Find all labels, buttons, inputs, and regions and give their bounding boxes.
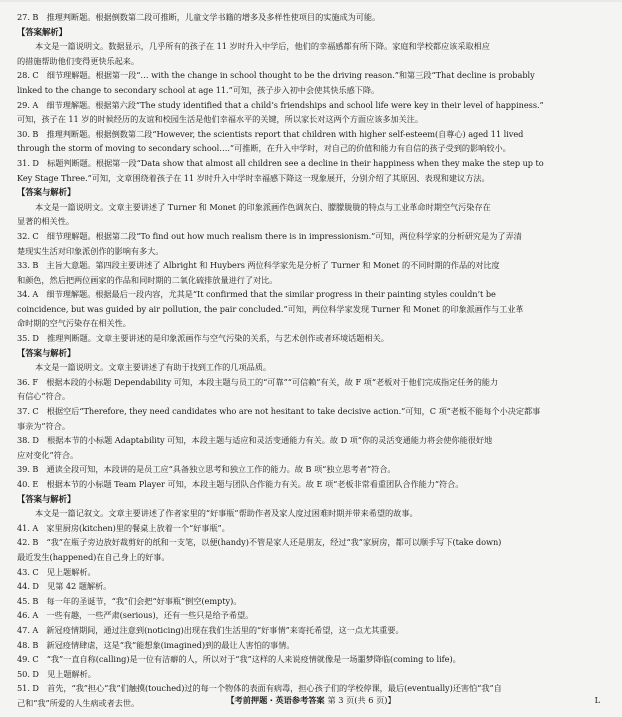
text-line: 35. D 推理判断题。文章主要讲述的是印象派画作与空气污染的关系，与艺术创作或者环境话题相关。 xyxy=(17,333,389,344)
text-line: 28. C 细节理解题。根据第一段“… with the change in school thought to be the driving reason.”和第三段“That decline is probably xyxy=(17,70,535,81)
text-line: 30. B 推理判断题。根据倒数第二段“However, the scientists report that children with higher self-esteem(自尊心) aged 11 lived xyxy=(17,128,524,139)
text-line: 己和“我”所爱的人生病或者去世。 xyxy=(17,697,140,708)
text-line: 29. A 细节理解题。根据第六段“The study identified that a child’s friendships and school life were key in their level of happiness.” xyxy=(17,99,544,110)
text-line: 32. C 细节理解题。根据第二段“To find out how much realism there is in impressionism.”可知，两位科学家的分析研究是为了弄清 xyxy=(17,230,522,241)
text-line: 46. A 一些有趣，一些严肃(serious)，还有一些只是给予希望。 xyxy=(17,610,254,621)
text-line: 39. B 通读全段可知，本段讲的是员工应“具备独立思考和独立工作的能力。故 B 项“独立思考者”符合。 xyxy=(17,464,396,475)
text-line: 本文是一篇说明文。数据显示，几乎所有的孩子在 11 岁时升入中学后，他们的幸福感都有所下降。家庭和学校都应该采取相应 xyxy=(35,41,490,52)
footer-corner-mark: L xyxy=(594,695,600,705)
text-line: through the storm of moving to secondary school….”可推断，在升入中学时，对自己的价值和能力有自信的孩子受到的影响较小。 xyxy=(17,143,511,154)
text-line: 47. A 新冠疫情期间，通过注意到(noticing)出现在我们生活里的“好事情”来寄托希望，这一点尤其重要。 xyxy=(17,624,404,635)
text-line: 49. C “我”一直自称(calling)是一位有洁癖的人，所以对于“我”这样的人来说疫情就像是一场噩梦降临(coming to life)。 xyxy=(17,654,461,665)
text-line: 楚现实生活对印象派创作的影响有多大。 xyxy=(17,245,164,256)
text-line: 本文是一篇说明文。文章主要讲述了有助于找到工作的几项品质。 xyxy=(35,362,271,373)
text-line: coincidence, but was guided by air pollution, the pair concluded.”可知，两位科学家发现 Turner 和 Monet 的印象派画作与工业革 xyxy=(17,303,524,314)
text-line: 43. C 见上题解析。 xyxy=(17,566,96,577)
text-line: 33. B 主旨大意题。第四段主要讲述了 Albright 和 Huybers 两位科学家先是分析了 Turner 和 Monet 的不同时期的作品的对比度 xyxy=(17,260,500,271)
section-heading: 【答案与解析】 xyxy=(17,347,76,358)
section-heading: 【答案与解析】 xyxy=(17,493,76,504)
text-line: Key Stage Three.”可知，文章围绕着孩子在 11 岁时升入中学时幸福感下降这一现象展开，分别介绍了其原因、表现和建议方法。 xyxy=(17,172,490,183)
text-line: 42. B “我”在瓶子旁边放好裁剪好的纸和一支笔，以便(handy)不管是家人还是朋友，经过“我”家厨房，都可以顺手写下(take down) xyxy=(17,537,502,548)
text-line: 最近发生(happened)在自己身上的好事。 xyxy=(17,551,170,562)
text-line: 可知，孩子在 11 岁的时候经历的友谊和校园生活是他们幸福水平的关键，所以家长对这两个方面应该多加关注。 xyxy=(17,114,424,125)
text-line: 本文是一篇记叙文。文章主要讲述了作者家里的“好事瓶”帮助作者及家人度过困难时期并带来希望的故事。 xyxy=(35,508,418,519)
text-line: 50. D 见上题解析。 xyxy=(17,668,96,679)
text-line: 的措施帮助他们变得更快乐起来。 xyxy=(17,55,140,66)
text-line: 命时期的空气污染存在相关性。 xyxy=(17,318,131,329)
text-line: 事亲为”符合。 xyxy=(17,420,70,431)
text-line: 38. D 根据本节的小标题 Adaptability 可知，本段主题与适应和灵活变通能力有关。故 D 项“你的灵活变通能力将会使你能很好地 xyxy=(17,435,493,446)
text-line: 31. D 标题判断题。根据第一段“Data show that almost all children see a decline in their happiness when they make the step up to xyxy=(17,157,544,168)
text-line: 显著的相关性。 xyxy=(17,216,74,227)
text-line: 36. F 根据本段的小标题 Dependability 可知，本段主题与员工的“可靠”“可信赖”有关，故 F 项“老板对于他们完成指定任务的能力 xyxy=(17,376,499,387)
section-heading: 【答案解析】 xyxy=(17,26,67,37)
text-line: 41. A 家里厨房(kitchen)里的餐桌上放着一个“好事瓶”。 xyxy=(17,522,230,533)
text-line: 34. A 细节理解题。根据最后一段内容，尤其是“It confirmed that the similar progress in their painting styles couldn’t be xyxy=(17,289,496,300)
answer-text-body xyxy=(17,10,608,711)
text-line: 37. C 根据空后“Therefore, they need candidates who are not hesitant to take decisive action.”可知，C 项“老板不能每个小决定都事 xyxy=(17,406,541,417)
footer-title: 【考前押题・英语参考答案 xyxy=(226,695,325,705)
text-line: 本文是一篇说明文。文章主要讲述了 Turner 和 Monet 的印象派画作色调灰白、朦朦胧胧的特点与工业革命时期空气污染存在 xyxy=(35,201,491,212)
text-line: 和颜色，然后把两位画家的作品和同时期的二氧化硫排放量进行了对比。 xyxy=(17,274,278,285)
text-line: linked to the change to secondary school at age 11.”可知，孩子步入初中会使其快乐感下降。 xyxy=(17,84,380,95)
page-footer xyxy=(0,695,622,706)
text-line: 27. B 推理判断题。根据倒数第二段可推断，儿童文学书籍的增多及多样性使项目的实施成为可能。 xyxy=(17,12,381,22)
text-line: 应对变化”符合。 xyxy=(17,449,79,460)
text-line: 48. B 新冠疫情肆虐，这是“我”能想象(imagined)到的最让人害怕的事情。 xyxy=(17,639,295,650)
footer-page-number: 第 3 页(共 6 页)】 xyxy=(327,695,396,705)
text-line: 40. E 根据本节的小标题 Team Player 可知，本段主题与团队合作能力有关。故 E 项“老板非常看重团队合作能力”符合。 xyxy=(17,479,464,489)
text-line: 51. D 首先，“我”担心“我”们触摸(touched)过的每一个物体的表面有病毒，担心孩子们的学校停课，最后(eventually)还害怕“我”自 xyxy=(17,683,502,694)
section-heading: 【答案与解析】 xyxy=(17,187,76,198)
text-line: 44. D 见第 42 题解析。 xyxy=(17,581,112,592)
text-line: 45. B 每一年的圣诞节，“我”们会把“好事瓶”倒空(empty)。 xyxy=(17,595,242,606)
text-line: 有信心”符合。 xyxy=(17,391,70,402)
